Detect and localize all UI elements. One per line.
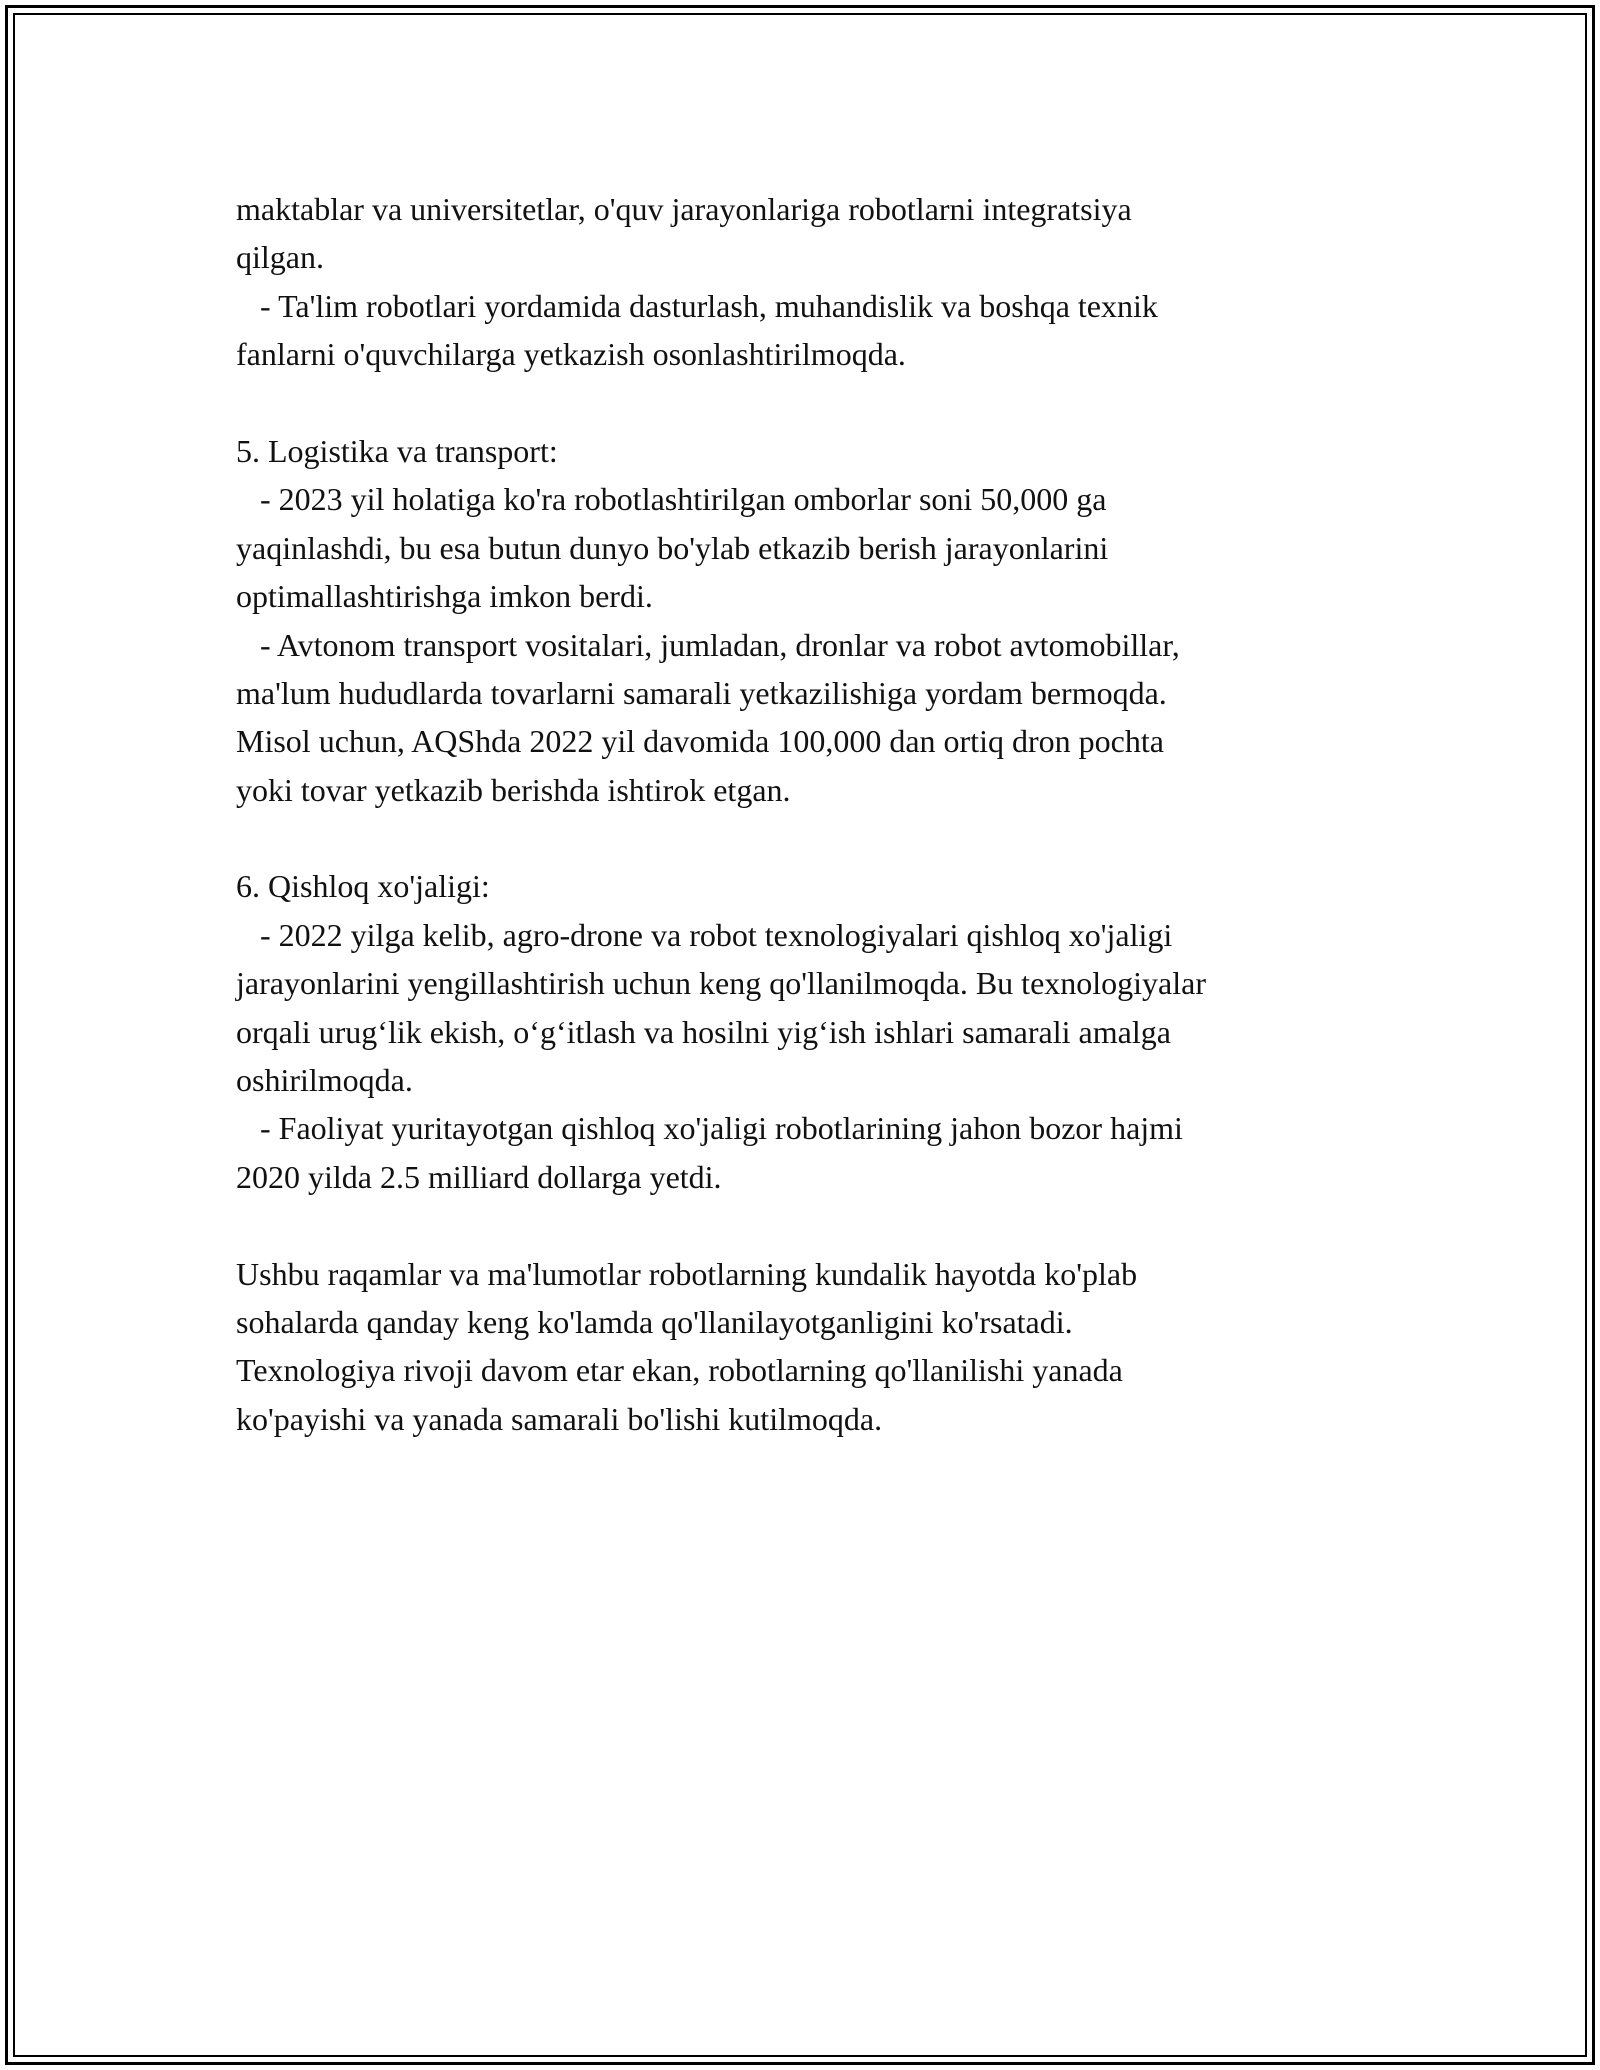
text-line: maktablar va universitetlar, o'quv jarayonlariga robotlarni integratsiya [236, 191, 1132, 227]
text-line: - 2022 yilga kelib, agro-drone va robot texnologiyalari qishloq xo'jaligi [236, 916, 1173, 953]
document-body [236, 185, 1376, 1443]
text-line: yoki tovar yetkazib berishda ishtirok etgan. [236, 771, 791, 808]
blank-line [236, 1201, 1376, 1249]
conclusion-line: Ushbu raqamlar va ma'lumotlar robotlarning kundalik hayotda ko'plab [236, 1255, 1138, 1292]
text-line: jarayonlarini yengillashtirish uchun keng qo'llanilmoqda. Bu texnologiyalar [236, 965, 1206, 1002]
text-line: orqali urug‘lik ekish, o‘g‘itlash va hosilni yig‘ish ishlari samarali amalga [236, 1013, 1171, 1050]
conclusion-line: sohalarda qanday keng ko'lamda qo'llanilayotganligini ko'rsatadi. [236, 1303, 1073, 1340]
text-line: qilgan. [236, 239, 324, 276]
section-heading-logistics: 5. Logistika va transport: [236, 432, 558, 469]
blank-line [236, 814, 1376, 862]
text-line: optimallashtirishga imkon berdi. [236, 578, 653, 615]
text-line: - Avtonom transport vositalari, jumladan, dronlar va robot avtomobillar, [236, 626, 1180, 663]
text-line: oshirilmoqda. [236, 1062, 413, 1099]
text-line: Misol uchun, AQShda 2022 yil davomida 100,000 dan ortiq dron pochta [236, 723, 1164, 760]
text-line: 2020 yilda 2.5 milliard dollarga yetdi. [236, 1158, 722, 1195]
section-heading-agriculture: 6. Qishloq xo'jaligi: [236, 868, 490, 905]
conclusion-line: Texnologiya rivoji davom etar ekan, robotlarning qo'llanilishi yanada [236, 1352, 1123, 1389]
blank-line [236, 379, 1376, 427]
text-line: - 2023 yil holatiga ko'ra robotlashtirilgan omborlar soni 50,000 ga [236, 481, 1107, 518]
text-line: ma'lum hududlarda tovarlarni samarali yetkazilishiga yordam bermoqda. [236, 674, 1167, 711]
text-line: fanlarni o'quvchilarga yetkazish osonlashtirilmoqda. [236, 336, 906, 373]
text-line: yaqinlashdi, bu esa butun dunyo bo'ylab etkazib berish jarayonlarini [236, 529, 1109, 566]
conclusion-line: ko'payishi va yanada samarali bo'lishi kutilmoqda. [236, 1400, 883, 1437]
text-line: - Ta'lim robotlari yordamida dasturlash, muhandislik va boshqa texnik [236, 287, 1158, 324]
text-line: - Faoliyat yuritayotgan qishloq xo'jaligi robotlarining jahon bozor hajmi [236, 1110, 1183, 1147]
